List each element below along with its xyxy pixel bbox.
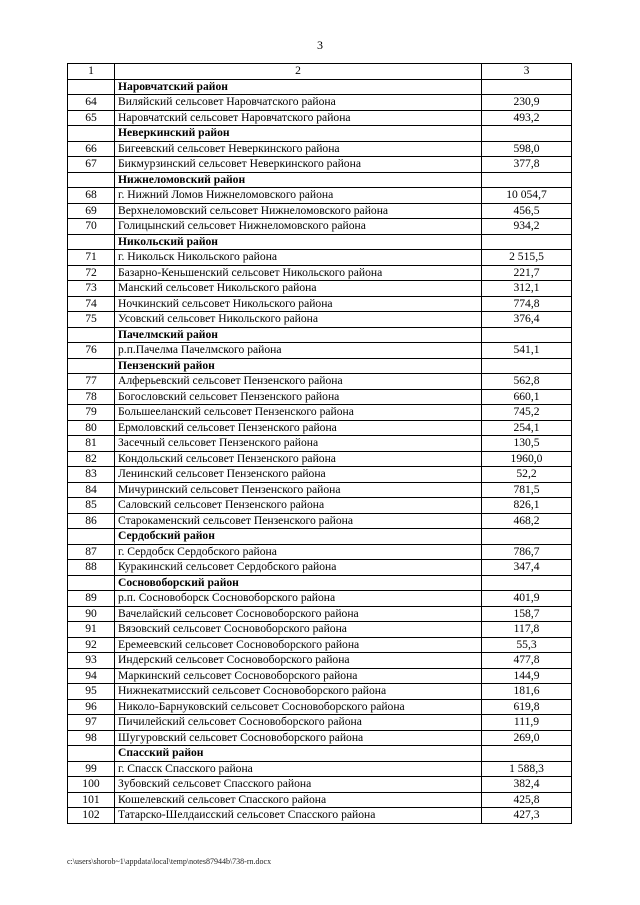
settlement-name-cell: Кондольский сельсовет Пензенского района [115, 451, 482, 467]
table-row [68, 699, 572, 715]
row-number-cell: 89 [68, 591, 115, 607]
row-number-cell: 77 [68, 374, 115, 390]
table-row [68, 343, 572, 359]
row-number-cell: 98 [68, 730, 115, 746]
value-cell: 401,9 [482, 591, 572, 607]
settlement-name-cell: р.п. Сосновоборск Сосновоборского района [115, 591, 482, 607]
value-cell: 619,8 [482, 699, 572, 715]
row-number-cell: 90 [68, 606, 115, 622]
row-number-cell: 79 [68, 405, 115, 421]
row-number-cell: 64 [68, 95, 115, 111]
value-cell: 493,2 [482, 110, 572, 126]
row-number-cell: 100 [68, 777, 115, 793]
district-name: Никольский район [115, 234, 482, 250]
page-number: 3 [317, 38, 323, 52]
row-number-cell: 101 [68, 792, 115, 808]
settlement-name-cell: Ермоловский сельсовет Пензенского района [115, 420, 482, 436]
value-cell: 158,7 [482, 606, 572, 622]
settlement-name-cell: г. Сердобск Сердобского района [115, 544, 482, 560]
settlement-name-cell: Шугуровский сельсовет Сосновоборского района [115, 730, 482, 746]
table-row [68, 436, 572, 452]
value-cell: 562,8 [482, 374, 572, 390]
value-cell: 55,3 [482, 637, 572, 653]
row-number-cell [68, 172, 115, 188]
row-number-cell: 80 [68, 420, 115, 436]
table-row [68, 606, 572, 622]
table-row [68, 777, 572, 793]
settlement-name-cell: Ленинский сельсовет Пензенского района [115, 467, 482, 483]
table-row [68, 684, 572, 700]
table-row [68, 157, 572, 173]
table-row [68, 281, 572, 297]
row-number-cell: 88 [68, 560, 115, 576]
table-row [68, 250, 572, 266]
district-name: Сердобский район [115, 529, 482, 545]
row-number-cell: 99 [68, 761, 115, 777]
value-cell [482, 327, 572, 343]
settlement-name-cell: Бигеевский сельсовет Неверкинского района [115, 141, 482, 157]
value-cell: 826,1 [482, 498, 572, 514]
district-header-row [68, 746, 572, 762]
row-number-cell: 81 [68, 436, 115, 452]
settlement-name-cell: г. Нижний Ломов Нижнеломовского района [115, 188, 482, 204]
settlement-name-cell: Зубовский сельсовет Спасского района [115, 777, 482, 793]
value-cell: 2 515,5 [482, 250, 572, 266]
row-number-cell: 84 [68, 482, 115, 498]
table-body [68, 79, 572, 823]
settlement-name-cell: Засечный сельсовет Пензенского района [115, 436, 482, 452]
table-row [68, 405, 572, 421]
table-row [68, 544, 572, 560]
settlement-name-cell: Большееланский сельсовет Пензенского района [115, 405, 482, 421]
value-cell: 934,2 [482, 219, 572, 235]
settlement-name-cell: Алферьевский сельсовет Пензенского района [115, 374, 482, 390]
row-number-cell: 70 [68, 219, 115, 235]
settlement-name-cell: Кошелевский сельсовет Спасского района [115, 792, 482, 808]
table-row [68, 296, 572, 312]
district-header-row [68, 172, 572, 188]
value-cell: 1960,0 [482, 451, 572, 467]
settlement-name-cell: Богословский сельсовет Пензенского района [115, 389, 482, 405]
row-number-cell: 94 [68, 668, 115, 684]
table-row [68, 482, 572, 498]
table-row [68, 95, 572, 111]
value-cell: 425,8 [482, 792, 572, 808]
settlement-name-cell: Мичуринский сельсовет Пензенского района [115, 482, 482, 498]
row-number-cell: 82 [68, 451, 115, 467]
value-cell [482, 575, 572, 591]
value-cell: 468,2 [482, 513, 572, 529]
row-number-cell: 92 [68, 637, 115, 653]
value-cell: 477,8 [482, 653, 572, 669]
settlement-name-cell: Куракинский сельсовет Сердобского района [115, 560, 482, 576]
row-number-cell [68, 79, 115, 95]
row-number-cell: 68 [68, 188, 115, 204]
settlement-name-cell: г. Никольск Никольского района [115, 250, 482, 266]
value-cell: 774,8 [482, 296, 572, 312]
table-row [68, 467, 572, 483]
table-row [68, 761, 572, 777]
district-header-row [68, 126, 572, 142]
value-cell: 347,4 [482, 560, 572, 576]
settlement-name-cell: Еремеевский сельсовет Сосновоборского района [115, 637, 482, 653]
district-header-row [68, 79, 572, 95]
settlement-name-cell: Пичилейский сельсовет Сосновоборского района [115, 715, 482, 731]
value-cell [482, 234, 572, 250]
district-header-row [68, 327, 572, 343]
row-number-cell: 95 [68, 684, 115, 700]
row-number-cell [68, 327, 115, 343]
value-cell: 427,3 [482, 808, 572, 824]
district-name: Наровчатский район [115, 79, 482, 95]
settlement-name-cell: Вачелайский сельсовет Сосновоборского района [115, 606, 482, 622]
row-number-cell: 78 [68, 389, 115, 405]
table-row [68, 110, 572, 126]
value-cell: 312,1 [482, 281, 572, 297]
settlement-name-cell: Николо-Барнуковский сельсовет Сосновоборского района [115, 699, 482, 715]
value-cell: 786,7 [482, 544, 572, 560]
table-row [68, 420, 572, 436]
row-number-cell: 85 [68, 498, 115, 514]
row-number-cell [68, 126, 115, 142]
table-row [68, 389, 572, 405]
value-cell: 52,2 [482, 467, 572, 483]
settlement-name-cell: Ночкинский сельсовет Никольского района [115, 296, 482, 312]
settlement-name-cell: Голицынский сельсовет Нижнеломовского района [115, 219, 482, 235]
header-col-1: 1 [68, 64, 115, 80]
district-header-row [68, 529, 572, 545]
row-number-cell: 65 [68, 110, 115, 126]
district-header-row [68, 358, 572, 374]
value-cell: 376,4 [482, 312, 572, 328]
row-number-cell: 83 [68, 467, 115, 483]
settlement-name-cell: р.п.Пачелма Пачелмского района [115, 343, 482, 359]
value-cell [482, 79, 572, 95]
value-cell: 598,0 [482, 141, 572, 157]
value-cell: 230,9 [482, 95, 572, 111]
row-number-cell: 67 [68, 157, 115, 173]
row-number-cell: 87 [68, 544, 115, 560]
row-number-cell: 96 [68, 699, 115, 715]
table-row [68, 792, 572, 808]
district-name: Пензенский район [115, 358, 482, 374]
table-row [68, 591, 572, 607]
row-number-cell: 91 [68, 622, 115, 638]
table-row [68, 498, 572, 514]
value-cell: 144,9 [482, 668, 572, 684]
row-number-cell [68, 746, 115, 762]
value-cell: 130,5 [482, 436, 572, 452]
table-header-row [68, 64, 572, 80]
settlement-name-cell: Индерский сельсовет Сосновоборского района [115, 653, 482, 669]
district-name: Спасский район [115, 746, 482, 762]
table-row [68, 808, 572, 824]
settlement-name-cell: Маркинский сельсовет Сосновоборского района [115, 668, 482, 684]
settlement-name-cell: Виляйский сельсовет Наровчатского района [115, 95, 482, 111]
value-cell: 1 588,3 [482, 761, 572, 777]
budget-table [67, 63, 572, 824]
settlement-name-cell: Вязовский сельсовет Сосновоборского района [115, 622, 482, 638]
table-row [68, 560, 572, 576]
value-cell: 117,8 [482, 622, 572, 638]
table-row [68, 668, 572, 684]
settlement-name-cell: Татарско-Шелдаисский сельсовет Спасского района [115, 808, 482, 824]
settlement-name-cell: Манский сельсовет Никольского района [115, 281, 482, 297]
row-number-cell: 73 [68, 281, 115, 297]
table-row [68, 451, 572, 467]
row-number-cell [68, 575, 115, 591]
header-col-3: 3 [482, 64, 572, 80]
district-name: Пачелмский район [115, 327, 482, 343]
settlement-name-cell: Усовский сельсовет Никольского района [115, 312, 482, 328]
value-cell: 541,1 [482, 343, 572, 359]
row-number-cell [68, 529, 115, 545]
row-number-cell: 97 [68, 715, 115, 731]
value-cell: 456,5 [482, 203, 572, 219]
settlement-name-cell: Нижнекатмисский сельсовет Сосновоборского района [115, 684, 482, 700]
district-name: Сосновоборский район [115, 575, 482, 591]
table-row [68, 513, 572, 529]
value-cell: 660,1 [482, 389, 572, 405]
value-cell: 269,0 [482, 730, 572, 746]
table-row [68, 653, 572, 669]
value-cell [482, 529, 572, 545]
footer-file-path: c:\users\shorob~1\appdata\local\temp\notes87944b\738-rn.docx [67, 857, 272, 866]
settlement-name-cell: г. Спасск Спасского района [115, 761, 482, 777]
value-cell [482, 358, 572, 374]
settlement-name-cell: Старокаменский сельсовет Пензенского района [115, 513, 482, 529]
row-number-cell: 71 [68, 250, 115, 266]
value-cell: 254,1 [482, 420, 572, 436]
row-number-cell: 75 [68, 312, 115, 328]
table-row [68, 312, 572, 328]
value-cell: 781,5 [482, 482, 572, 498]
table-row [68, 219, 572, 235]
row-number-cell [68, 234, 115, 250]
row-number-cell: 66 [68, 141, 115, 157]
table-row [68, 265, 572, 281]
table-row [68, 203, 572, 219]
value-cell [482, 746, 572, 762]
value-cell [482, 172, 572, 188]
table-row [68, 715, 572, 731]
value-cell [482, 126, 572, 142]
district-header-row [68, 234, 572, 250]
district-name: Нижнеломовский район [115, 172, 482, 188]
settlement-name-cell: Верхнеломовский сельсовет Нижнеломовского района [115, 203, 482, 219]
table-row [68, 141, 572, 157]
settlement-name-cell: Бикмурзинский сельсовет Неверкинского района [115, 157, 482, 173]
value-cell: 382,4 [482, 777, 572, 793]
row-number-cell [68, 358, 115, 374]
settlement-name-cell: Саловский сельсовет Пензенского района [115, 498, 482, 514]
value-cell: 745,2 [482, 405, 572, 421]
value-cell: 221,7 [482, 265, 572, 281]
table-row [68, 622, 572, 638]
row-number-cell: 76 [68, 343, 115, 359]
row-number-cell: 93 [68, 653, 115, 669]
row-number-cell: 86 [68, 513, 115, 529]
table-row [68, 188, 572, 204]
district-name: Неверкинский район [115, 126, 482, 142]
row-number-cell: 74 [68, 296, 115, 312]
value-cell: 181,6 [482, 684, 572, 700]
row-number-cell: 102 [68, 808, 115, 824]
row-number-cell: 72 [68, 265, 115, 281]
table-row [68, 374, 572, 390]
district-header-row [68, 575, 572, 591]
value-cell: 10 054,7 [482, 188, 572, 204]
value-cell: 111,9 [482, 715, 572, 731]
row-number-cell: 69 [68, 203, 115, 219]
table-row [68, 730, 572, 746]
settlement-name-cell: Базарно-Кеньшенский сельсовет Никольского района [115, 265, 482, 281]
value-cell: 377,8 [482, 157, 572, 173]
header-col-2: 2 [115, 64, 482, 80]
table-row [68, 637, 572, 653]
settlement-name-cell: Наровчатский сельсовет Наровчатского района [115, 110, 482, 126]
